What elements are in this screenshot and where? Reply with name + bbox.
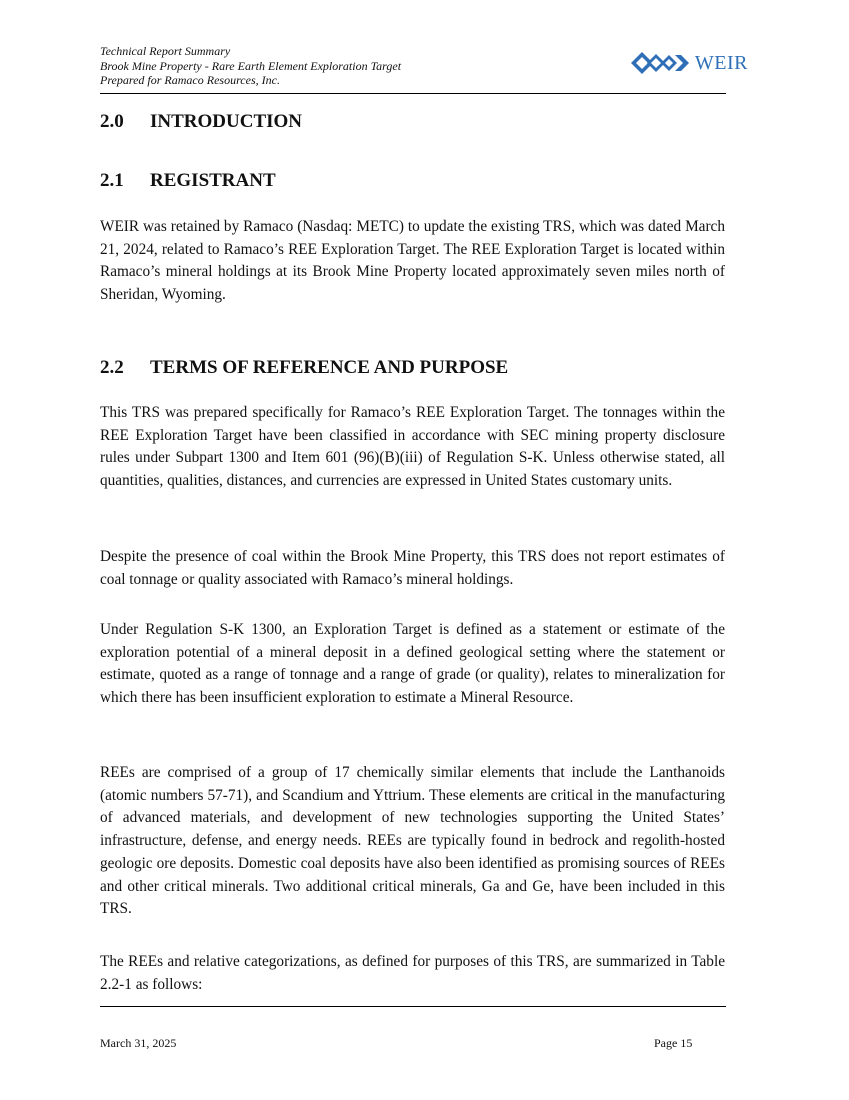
section-heading-terms: [100, 356, 508, 380]
section-number: 2.1: [100, 170, 124, 191]
section-number: 2.2: [100, 357, 124, 378]
paragraph-coal-note: Despite the presence of coal within the Brook Mine Property, this TRS does not report estimates of coal tonnage or quality associated with Ramaco’s mineral holdings.: [100, 548, 725, 588]
header-report-type: Technical Report Summary: [100, 44, 231, 58]
page-header: [100, 44, 748, 94]
logo-wordmark: WEIR: [694, 51, 748, 74]
footer-date: March 31, 2025: [100, 1036, 177, 1050]
section-number: 2.0: [100, 111, 124, 132]
section-heading-registrant: [100, 169, 276, 193]
footer-divider: [100, 1006, 726, 1007]
section-heading-introduction: [100, 110, 302, 134]
paragraph-registrant: WEIR was retained by Ramaco (Nasdaq: METC) to update the existing TRS, which was dated March 21, 2024, related to Ramaco’s REE Exploration Target. The REE Exploration Target is located within Ramaco’s mineral holdings at its Brook Mine Property located approximately seven miles north of Sheridan, Wyoming.: [100, 218, 725, 304]
header-prepared-for: Prepared for Ramaco Resources, Inc.: [100, 73, 280, 87]
section-title: INTRODUCTION: [150, 111, 303, 132]
section-title: TERMS OF REFERENCE AND PURPOSE: [150, 357, 509, 378]
chevron-diamonds-logo-icon: [631, 51, 693, 75]
weir-logo: [631, 50, 748, 76]
header-text-block: [100, 44, 401, 88]
section-title: REGISTRANT: [150, 170, 276, 191]
paragraph-ree-description: REEs are comprised of a group of 17 chemically similar elements that include the Lanthanoids (atomic numbers 57-71), and Scandium and Yttrium. These elements are critical in the manufacturing of advanced materials, and development of new technologies supporting the United States’ infrastructure, defense, and energy needs. REEs are typically found in bedrock and regolith-hosted geologic ore deposits. Domestic coal deposits have also been identified as promising sources of REEs and other critical minerals. Two additional critical minerals, Ga and Ge, have been included in this TRS.: [100, 764, 725, 918]
paragraph-exploration-target-definition: Under Regulation S-K 1300, an Exploration Target is defined as a statement or estimate of the exploration potential of a mineral deposit in a defined geological setting where the statement or estimate, quoted as a range of tonnage and a range of grade (or quality), relates to mineralization for which there has been insufficient exploration to estimate a Mineral Resource.: [100, 621, 725, 707]
page-number: Page 15: [654, 1036, 693, 1050]
paragraph-table-reference: The REEs and relative categorizations, as defined for purposes of this TRS, are summarized in Table 2.2-1 as follows:: [100, 953, 725, 993]
paragraph-trs-purpose: This TRS was prepared specifically for Ramaco’s REE Exploration Target. The tonnages within the REE Exploration Target have been classified in accordance with SEC mining property disclosure rules under Subpart 1300 and Item 601 (96)(B)(iii) of Regulation S-K. Unless otherwise stated, all quantities, qualities, distances, and currencies are expressed in United States customary units.: [100, 404, 725, 490]
header-project-title: Brook Mine Property - Rare Earth Element Exploration Target: [100, 58, 402, 73]
